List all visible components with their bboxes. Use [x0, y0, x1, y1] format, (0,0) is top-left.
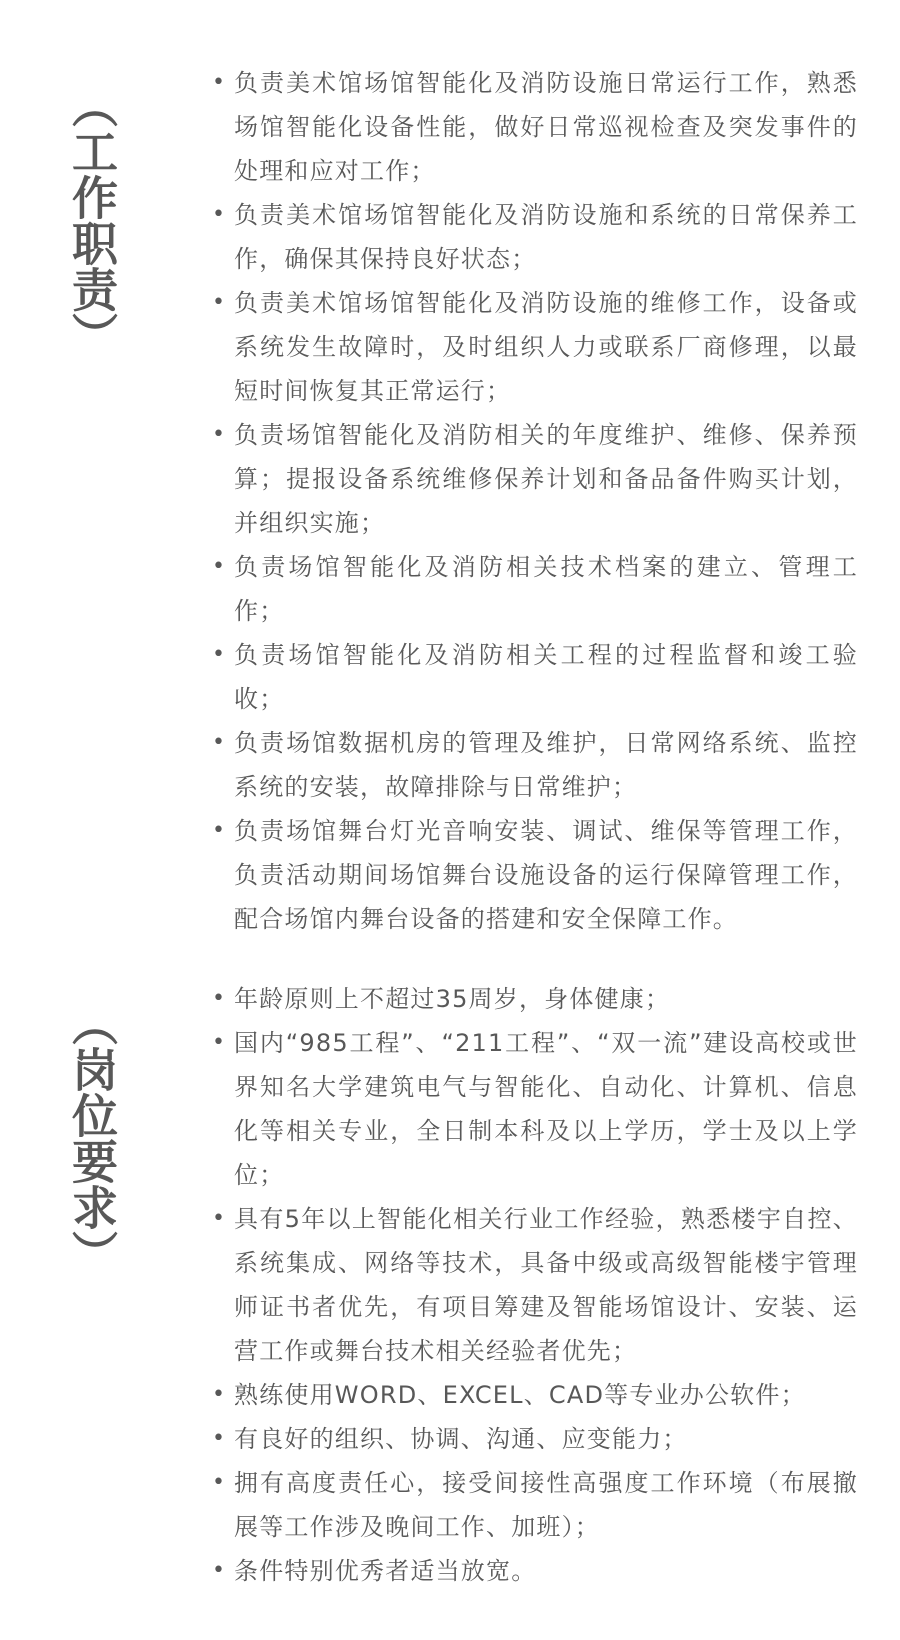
duty-item-text: 负责场馆智能化及消防相关工程的过程监督和竣工验收；: [234, 641, 858, 713]
duty-item-text: 负责场馆智能化及消防相关技术档案的建立、管理工作；: [234, 553, 858, 625]
requirement-item: [208, 1549, 858, 1593]
bullet: •: [212, 554, 227, 579]
bullet: •: [212, 290, 227, 315]
duty-item: [208, 193, 858, 281]
section-title-duties: （工作职责）: [65, 82, 119, 358]
bullet: •: [212, 1426, 227, 1451]
requirement-item-text: 国内“985工程”、“211工程”、“双一流”建设高校或世界知名大学建筑电气与智能化、自动化、计算机、信息化等相关专业，全日制本科及以上学历，学士及以上学位；: [234, 1029, 858, 1189]
section-title-requirements: （岗位要求）: [65, 1000, 119, 1276]
duty-item: [208, 281, 858, 413]
requirement-item: [208, 1461, 858, 1549]
requirement-item: [208, 1373, 858, 1417]
duty-item: [208, 721, 858, 809]
bullet: •: [212, 1470, 227, 1495]
requirement-item: [208, 1021, 858, 1197]
requirements-list: [208, 977, 858, 1593]
bullet: •: [212, 202, 227, 227]
duties-list: [208, 61, 858, 941]
requirement-item: [208, 1417, 858, 1461]
duty-item-text: 负责美术馆场馆智能化及消防设施和系统的日常保养工作，确保其保持良好状态；: [234, 201, 858, 273]
requirement-item-text: 拥有高度责任心，接受间接性高强度工作环境（布展撤展等工作涉及晚间工作、加班）；: [234, 1469, 858, 1541]
duty-item-text: 负责场馆数据机房的管理及维护，日常网络系统、监控系统的安装，故障排除与日常维护；: [234, 729, 858, 801]
requirement-item-text: 有良好的组织、协调、沟通、应变能力；: [234, 1425, 688, 1453]
requirement-item-text: 具有5年以上智能化相关行业工作经验，熟悉楼宇自控、系统集成、网络等技术，具备中级或高级智能楼宇管理师证书者优先，有项目筹建及智能场馆设计、安装、运营工作或舞台技术相关经验者优先；: [234, 1205, 858, 1365]
bullet: •: [212, 1382, 227, 1407]
bullet: •: [212, 818, 227, 843]
bullet: •: [212, 1030, 227, 1055]
bullet: •: [212, 1558, 227, 1583]
bullet: •: [212, 986, 227, 1011]
duty-item: [208, 545, 858, 633]
duty-item: [208, 809, 858, 941]
bullet: •: [212, 642, 227, 667]
duty-item: [208, 633, 858, 721]
duty-item: [208, 413, 858, 545]
requirement-item-text: 熟练使用WORD、EXCEL、CAD等专业办公软件；: [234, 1381, 806, 1409]
duty-item: [208, 61, 858, 193]
requirement-item: [208, 1197, 858, 1373]
requirement-item: [208, 977, 858, 1021]
bullet: •: [212, 730, 227, 755]
bullet: •: [212, 1206, 227, 1231]
duty-item-text: 负责美术馆场馆智能化及消防设施日常运行工作，熟悉场馆智能化设备性能，做好日常巡视检查及突发事件的处理和应对工作；: [234, 69, 858, 185]
requirement-item-text: 条件特别优秀者适当放宽。: [234, 1557, 537, 1585]
bullet: •: [212, 422, 227, 447]
duty-item-text: 负责美术馆场馆智能化及消防设施的维修工作，设备或系统发生故障时，及时组织人力或联系厂商修理，以最短时间恢复其正常运行；: [234, 289, 858, 405]
duty-item-text: 负责场馆智能化及消防相关的年度维护、维修、保养预算；提报设备系统维修保养计划和备品备件购买计划，并组织实施；: [234, 421, 858, 537]
bullet: •: [212, 70, 227, 95]
requirement-item-text: 年龄原则上不超过35周岁，身体健康；: [234, 985, 671, 1013]
duty-item-text: 负责场馆舞台灯光音响安装、调试、维保等管理工作，负责活动期间场馆舞台设施设备的运行保障管理工作，配合场馆内舞台设备的搭建和安全保障工作。: [234, 817, 858, 933]
